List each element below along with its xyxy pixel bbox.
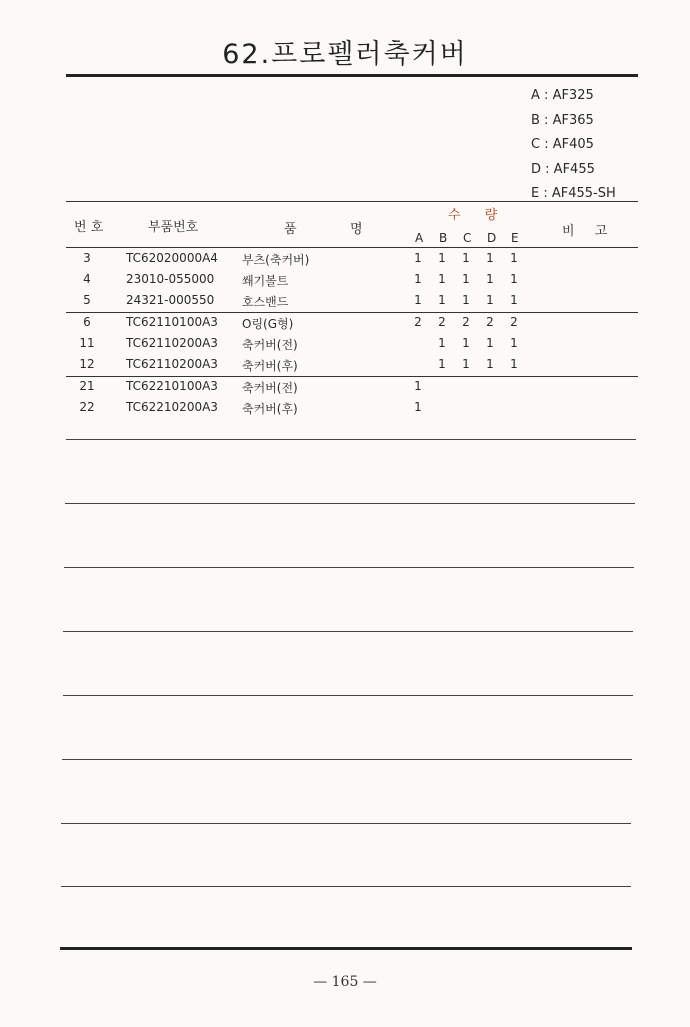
group-divider	[66, 312, 638, 313]
model-legend-item: D : AF455	[531, 161, 595, 177]
table-row: 12 TC62110200A3 축커버(후) 1 1 1 1	[79, 357, 518, 373]
table-row: 3 TC62020000A4 부츠(축커버) 1 1 1 1 1	[83, 251, 518, 267]
page-bottom-rule	[60, 947, 632, 950]
table-row: 5 24321-000550 호스밴드 1 1 1 1 1	[83, 293, 518, 309]
blank-row-rule	[63, 631, 633, 632]
header-bottom-rule	[66, 247, 638, 248]
header-quantity-cols: A B C D E	[415, 231, 519, 245]
header-name-right: 명	[350, 222, 363, 237]
blank-row-rule	[62, 759, 632, 760]
blank-row-rule	[66, 439, 636, 440]
model-legend-item: E : AF455-SH	[531, 186, 616, 201]
page-number: — 165 —	[313, 974, 377, 990]
model-legend-item: C : AF405	[531, 137, 594, 152]
table-row: 21 TC62210100A3 축커버(전) 1	[79, 379, 422, 395]
page-title: 62.프로펠러축커버	[222, 39, 468, 70]
table-top-rule	[66, 201, 638, 202]
table-row: 4 23010-055000 쐐기볼트 1 1 1 1 1	[83, 272, 518, 288]
title-underline	[66, 74, 638, 77]
model-legend	[531, 84, 616, 207]
header-name-left: 품	[284, 222, 297, 237]
blank-row-rule	[64, 567, 634, 568]
table-row: 6 TC62110100A3 O링(G형) 2 2 2 2 2	[83, 315, 518, 331]
table-row: 11 TC62110200A3 축커버(전) 1 1 1 1	[79, 336, 518, 352]
blank-row-rule	[63, 695, 633, 696]
model-legend-item: A : AF325	[531, 88, 594, 103]
header-quantity: 수 량	[448, 208, 508, 223]
header-remarks: 비 고	[562, 224, 616, 239]
blank-row-rule	[65, 503, 635, 504]
group-divider	[66, 376, 638, 377]
header-part-number: 부품번호	[148, 220, 199, 235]
blank-row-rule	[61, 886, 631, 887]
header-no: 번 호	[74, 220, 104, 235]
table-row: 22 TC62210200A3 축커버(후) 1	[79, 400, 422, 416]
model-legend-item: B : AF365	[531, 112, 594, 128]
blank-row-rule	[61, 823, 631, 824]
